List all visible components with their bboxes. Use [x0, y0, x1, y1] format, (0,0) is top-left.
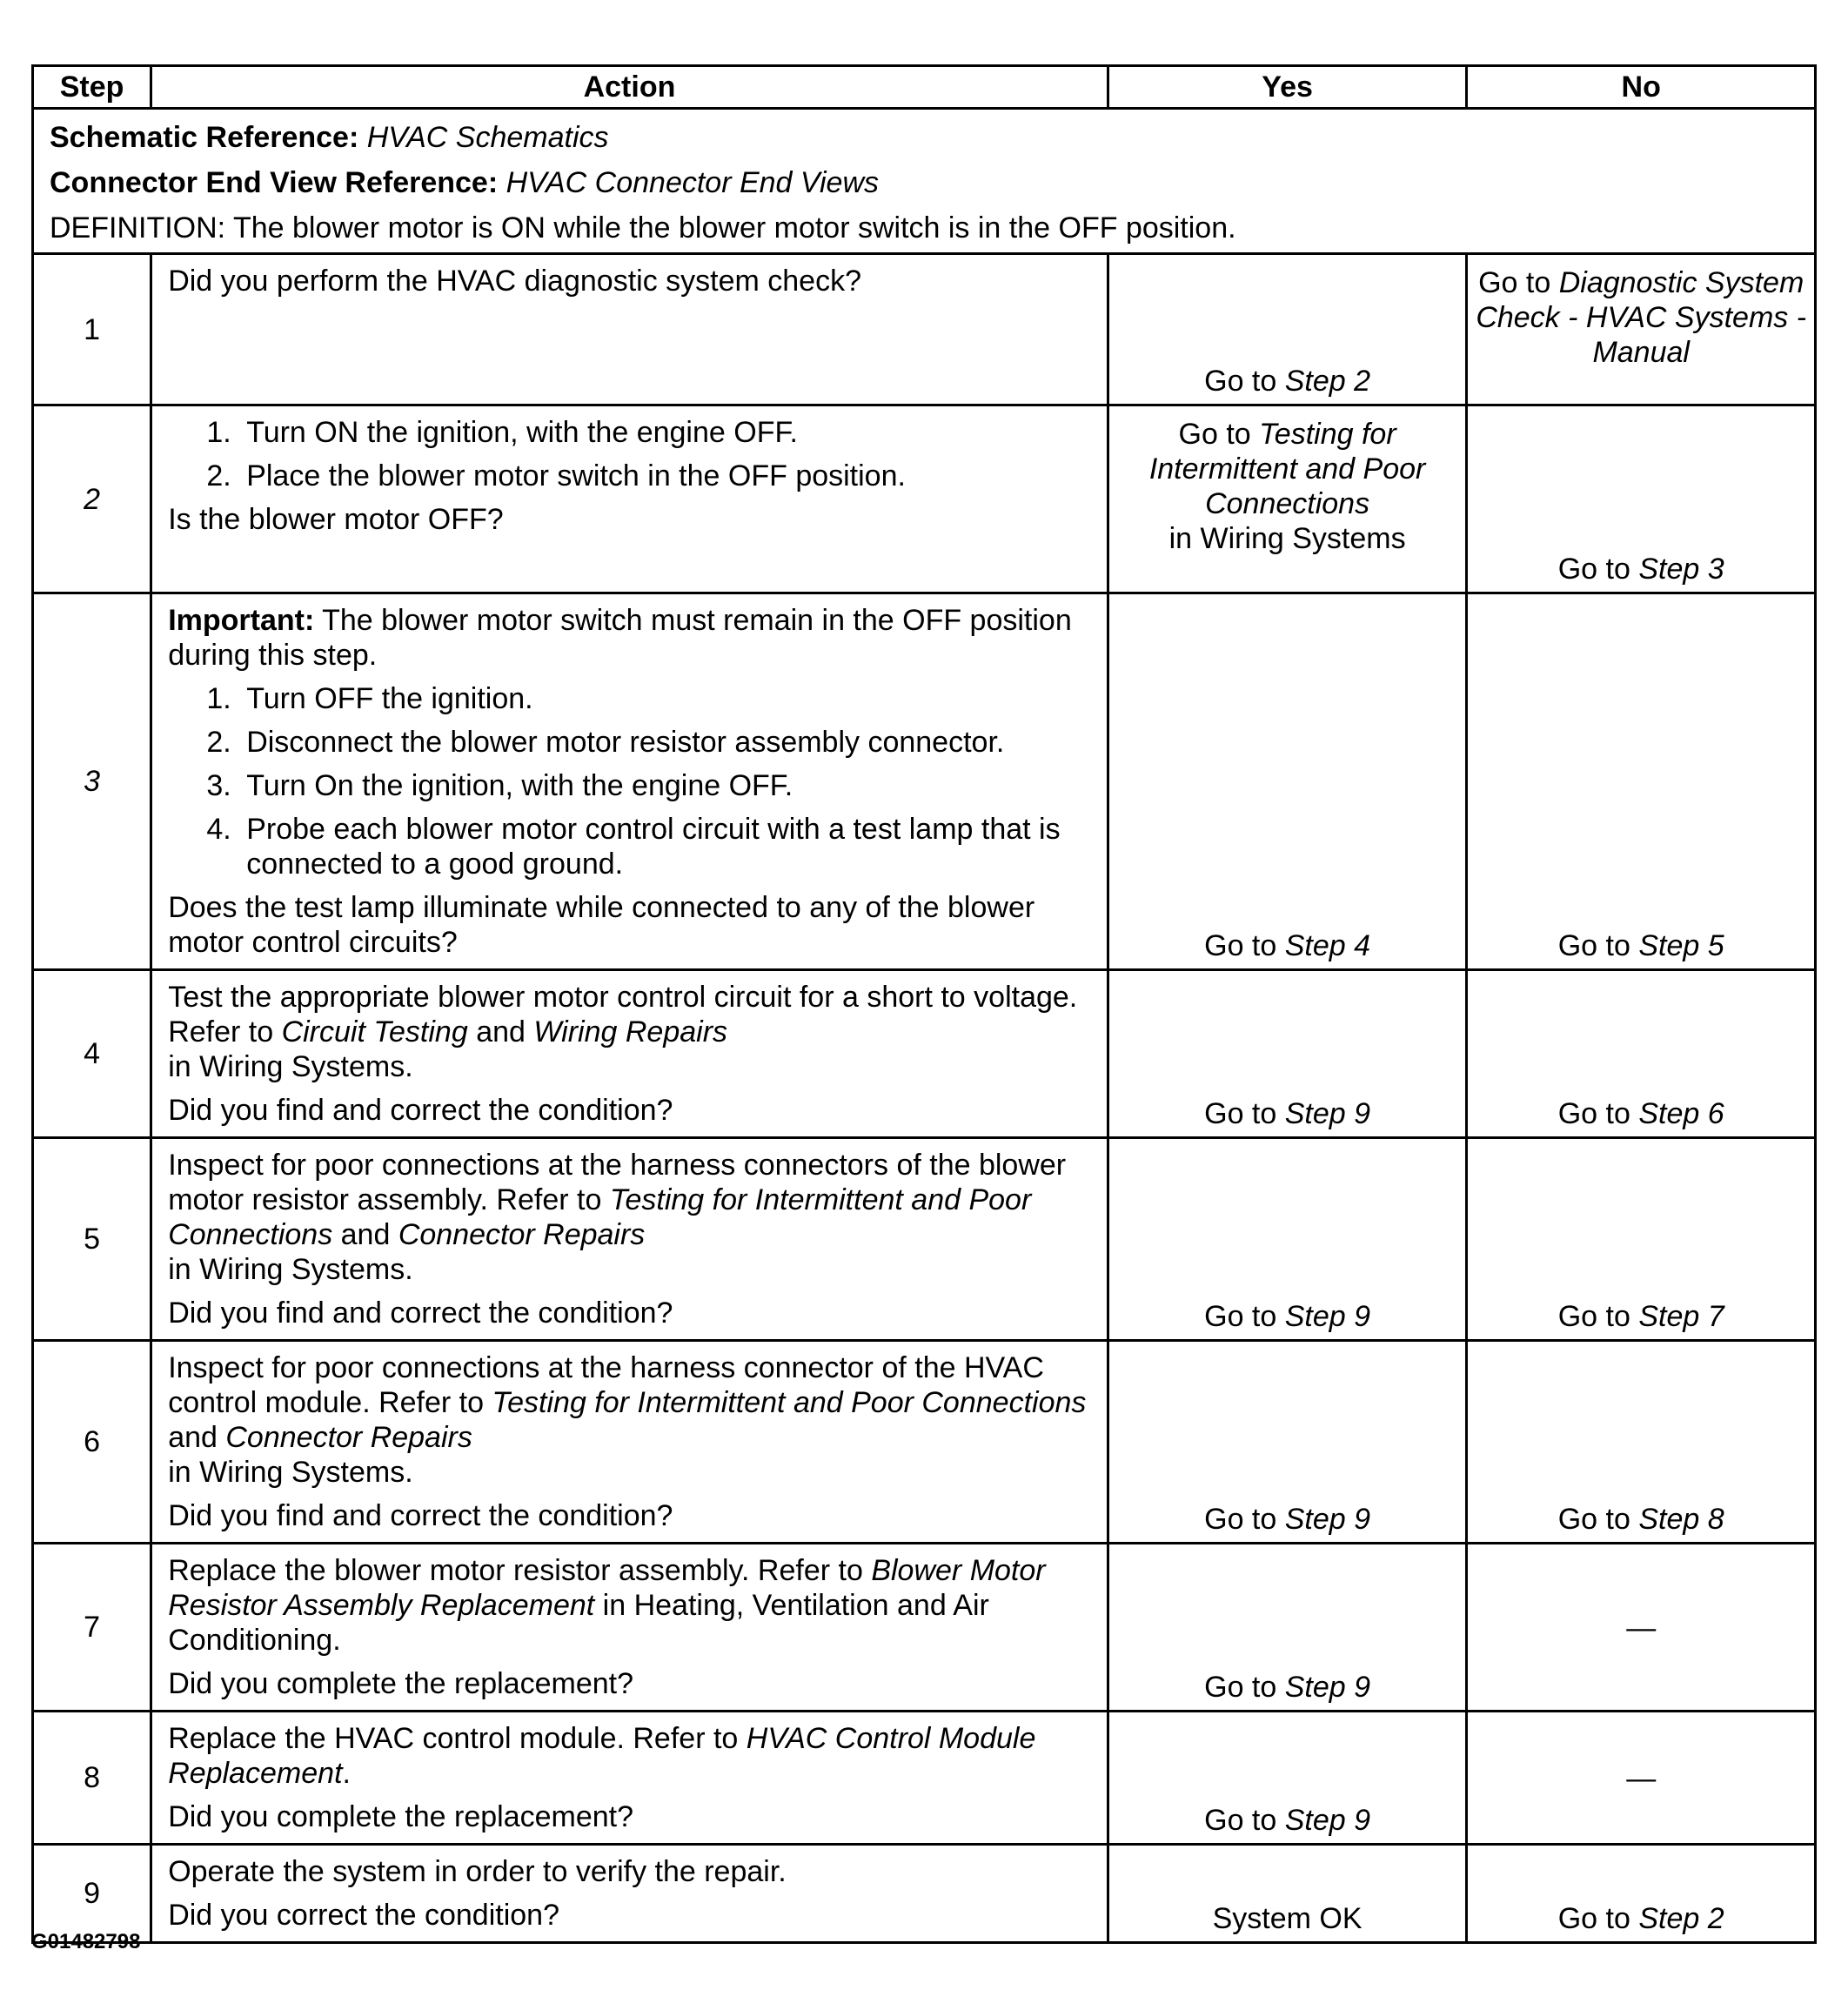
yes-prefix: Go to	[1204, 1804, 1285, 1837]
text-part: Inspect for poor connections at the harness connectors of the blower motor resistor assembly. Refer to	[168, 1149, 1067, 1216]
yes-prefix: Go to	[1204, 1503, 1285, 1536]
step-text	[168, 1721, 1095, 1791]
reference-link: Connector Repairs	[398, 1218, 646, 1251]
instruction-item: 1. Turn OFF the ignition.	[239, 681, 1095, 716]
yes-answer	[1108, 1341, 1467, 1544]
reference-link: Testing for Intermittent and Poor Connections	[492, 1386, 1087, 1419]
no-link: Step 6	[1638, 1097, 1724, 1130]
step-number: 5	[33, 1138, 151, 1341]
yes-answer	[1108, 254, 1467, 405]
yes-answer	[1108, 1544, 1467, 1712]
reference-cell	[33, 109, 1816, 254]
step-action	[151, 1341, 1108, 1544]
yes-suffix: in Wiring Systems	[1168, 522, 1406, 555]
no-link: Step 8	[1638, 1503, 1724, 1536]
step-instructions	[168, 415, 1095, 493]
table-row	[33, 1712, 1816, 1845]
yes-link: Step 9	[1284, 1804, 1371, 1837]
yes-link: Step 9	[1284, 1097, 1371, 1130]
yes-answer: System OK	[1108, 1845, 1467, 1943]
step-number: 6	[33, 1341, 151, 1544]
yes-prefix: Go to	[1204, 1300, 1285, 1333]
step-action	[151, 1138, 1108, 1341]
no-prefix: Go to	[1478, 266, 1559, 299]
yes-prefix: Go to	[1204, 929, 1285, 962]
step-question: Does the test lamp illuminate while connected to any of the blower motor control circuits?	[168, 891, 1035, 959]
text-part: and	[467, 1015, 534, 1049]
important-text: The blower motor switch must remain in the OFF position during this step.	[168, 604, 1072, 672]
step-number: 9	[33, 1845, 151, 1943]
figure-id: G01482798	[31, 1930, 141, 1953]
reference-link: Wiring Repairs	[533, 1015, 728, 1049]
no-answer	[1467, 254, 1816, 405]
step-number: 3	[33, 593, 151, 970]
step-text	[168, 1553, 1095, 1658]
step-number: 7	[33, 1544, 151, 1712]
no-answer	[1467, 593, 1816, 970]
no-answer	[1467, 970, 1816, 1138]
yes-link: Testing for Intermittent and Poor Connections	[1148, 418, 1426, 520]
important-label: Important:	[168, 604, 315, 637]
step-question: Did you find and correct the condition?	[168, 1499, 673, 1532]
step-question: Is the blower motor OFF?	[168, 503, 504, 536]
text-part: Inspect for poor connections at the harness connector of the HVAC control module. Refer to	[168, 1351, 1044, 1419]
no-prefix: Go to	[1557, 1902, 1639, 1935]
yes-prefix: Go to	[1204, 1097, 1285, 1130]
table-row	[33, 1341, 1816, 1544]
instruction-item: 1. Turn ON the ignition, with the engine OFF.	[239, 415, 1095, 450]
reference-link: Testing for Intermittent and Poor Connections	[168, 1183, 1032, 1251]
step-number: 1	[33, 254, 151, 405]
table-row	[33, 1544, 1816, 1712]
header-action: Action	[151, 66, 1108, 109]
no-link: Step 2	[1638, 1902, 1724, 1935]
schematic-reference-label: Schematic Reference:	[50, 121, 359, 154]
step-instructions	[168, 681, 1095, 881]
connector-reference-value: HVAC Connector End Views	[506, 166, 879, 199]
table-row	[33, 405, 1816, 593]
reference-link: Blower Motor Resistor Assembly Replacement	[168, 1554, 1046, 1622]
no-link: Step 5	[1638, 929, 1724, 962]
yes-link: Step 2	[1284, 365, 1371, 398]
no-prefix: Go to	[1557, 553, 1639, 586]
diagnostic-table-container	[31, 64, 1817, 1944]
no-link: Diagnostic System Check - HVAC Systems - Manual	[1476, 266, 1807, 369]
yes-prefix: Go to	[1204, 365, 1285, 398]
no-prefix: Go to	[1557, 1503, 1639, 1536]
instruction-item: 2. Place the blower motor switch in the OFF position.	[239, 459, 1095, 493]
text-part: and	[332, 1218, 398, 1251]
text-part: in Heating, Ventilation and Air Conditioning.	[168, 1589, 989, 1657]
step-question: Did you find and correct the condition?	[168, 1094, 673, 1127]
no-answer	[1467, 1845, 1816, 1943]
step-question: Did you complete the replacement?	[168, 1667, 634, 1700]
header-step: Step	[33, 66, 151, 109]
yes-answer	[1108, 1712, 1467, 1845]
schematic-reference	[50, 120, 1798, 155]
reference-link: Circuit Testing	[281, 1015, 468, 1049]
yes-link: Step 9	[1284, 1671, 1371, 1704]
no-link: Step 3	[1638, 553, 1724, 586]
step-question: Did you find and correct the condition?	[168, 1296, 673, 1330]
step-action	[151, 1544, 1108, 1712]
text-part: .	[342, 1757, 351, 1790]
text-part: in Wiring Systems.	[168, 1253, 413, 1286]
diagnostic-table	[31, 64, 1817, 1944]
step-text	[168, 1350, 1095, 1490]
no-answer: —	[1467, 1712, 1816, 1845]
step-action	[151, 1845, 1108, 1943]
connector-reference-label: Connector End View Reference:	[50, 166, 499, 199]
step-number: 8	[33, 1712, 151, 1845]
step-action	[151, 970, 1108, 1138]
table-row	[33, 254, 1816, 405]
yes-answer	[1108, 970, 1467, 1138]
no-prefix: Go to	[1557, 929, 1639, 962]
reference-row	[33, 109, 1816, 254]
table-row	[33, 593, 1816, 970]
text-part: Test the appropriate blower motor control circuit for a short to voltage. Refer to	[168, 981, 1078, 1049]
connector-reference	[50, 165, 1798, 200]
no-answer	[1467, 405, 1816, 593]
step-text	[168, 980, 1095, 1084]
text-part: and	[168, 1421, 226, 1454]
text-part: Replace the blower motor resistor assembly. Refer to	[168, 1554, 872, 1587]
step-question: Did you complete the replacement?	[168, 1800, 634, 1833]
text-part: in Wiring Systems.	[168, 1050, 413, 1083]
schematic-reference-value: HVAC Schematics	[366, 121, 609, 154]
step-action	[151, 1712, 1108, 1845]
table-row	[33, 1845, 1816, 1943]
yes-answer	[1108, 593, 1467, 970]
definition-text: DEFINITION: The blower motor is ON while the blower motor switch is in the OFF position.	[50, 211, 1236, 245]
step-action	[151, 593, 1108, 970]
step-number: 2	[33, 405, 151, 593]
no-answer: —	[1467, 1544, 1816, 1712]
no-link: Step 7	[1638, 1300, 1724, 1333]
header-yes: Yes	[1108, 66, 1467, 109]
important-note	[168, 603, 1095, 673]
yes-prefix: Go to	[1178, 418, 1260, 451]
yes-link: Step 4	[1284, 929, 1371, 962]
instruction-item: 2. Disconnect the blower motor resistor assembly connector.	[239, 725, 1095, 760]
yes-answer	[1108, 1138, 1467, 1341]
yes-answer	[1108, 405, 1467, 593]
no-answer	[1467, 1138, 1816, 1341]
step-question: Did you perform the HVAC diagnostic system check?	[168, 265, 861, 298]
step-action	[151, 405, 1108, 593]
header-row	[33, 66, 1816, 109]
step-text	[168, 1148, 1095, 1287]
reference-link: Connector Repairs	[225, 1421, 472, 1454]
step-number: 4	[33, 970, 151, 1138]
instruction-item: 3. Turn On the ignition, with the engine OFF.	[239, 768, 1095, 803]
yes-link: Step 9	[1284, 1503, 1371, 1536]
no-prefix: Go to	[1557, 1300, 1639, 1333]
yes-prefix: Go to	[1204, 1671, 1285, 1704]
table-row	[33, 1138, 1816, 1341]
table-row	[33, 970, 1816, 1138]
step-text: Operate the system in order to verify the repair.	[168, 1855, 787, 1888]
step-question: Did you correct the condition?	[168, 1899, 559, 1932]
no-prefix: Go to	[1557, 1097, 1639, 1130]
header-no: No	[1467, 66, 1816, 109]
no-answer	[1467, 1341, 1816, 1544]
step-action	[151, 254, 1108, 405]
text-part: in Wiring Systems.	[168, 1456, 413, 1489]
reference-link: HVAC Control Module Replacement	[168, 1722, 1036, 1790]
text-part: Replace the HVAC control module. Refer to	[168, 1722, 747, 1755]
yes-link: Step 9	[1284, 1300, 1371, 1333]
instruction-item: 4. Probe each blower motor control circuit with a test lamp that is connected to a good ground.	[239, 812, 1095, 881]
